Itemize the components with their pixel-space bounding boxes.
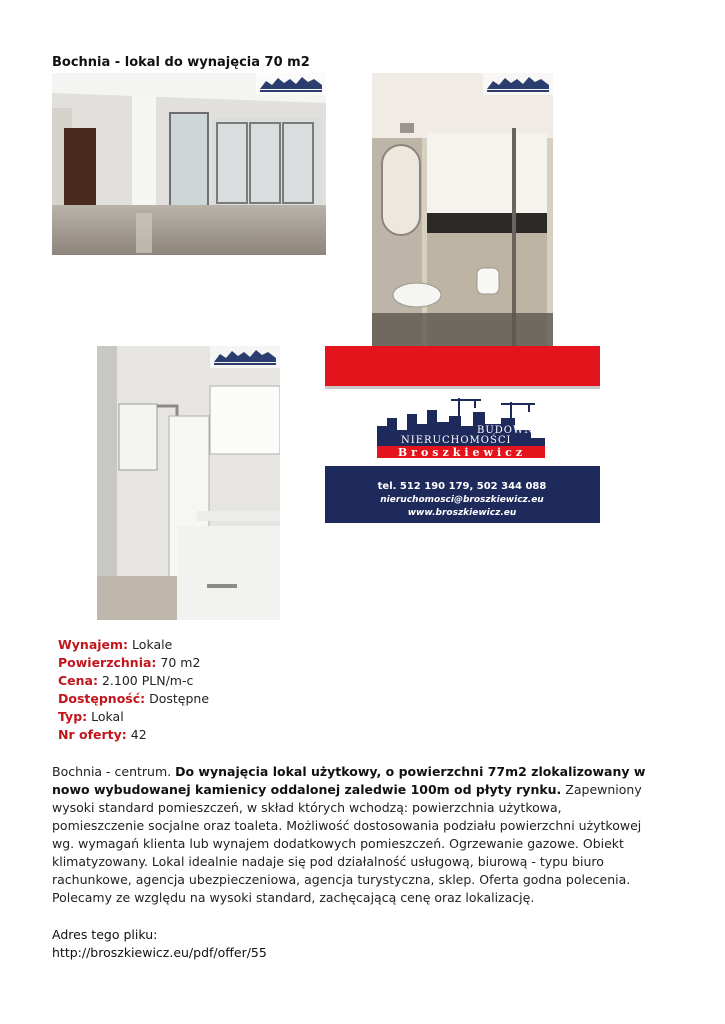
file-address	[52, 926, 267, 962]
page-title: Bochnia - lokal do wynajęcia 70 m2	[52, 55, 310, 70]
detail-label: Wynajem:	[58, 637, 129, 652]
detail-label: Typ:	[58, 709, 88, 724]
detail-row-nr-oferty	[58, 726, 209, 744]
address-label: Adres tego pliku:	[52, 927, 158, 942]
office-interior-photo	[52, 73, 326, 255]
watermark-logo	[483, 73, 553, 95]
address-url[interactable]: http://broszkiewicz.eu/pdf/offer/55	[52, 945, 267, 960]
offer-description	[52, 763, 652, 907]
detail-value: Dostępne	[149, 691, 210, 706]
detail-row-dostepnosc	[58, 690, 209, 708]
detail-row-powierzchnia	[58, 654, 209, 672]
detail-label: Dostępność:	[58, 691, 146, 706]
banner-www: www.broszkiewicz.eu	[407, 508, 517, 518]
detail-row-wynajem	[58, 636, 209, 654]
watermark-logo	[210, 346, 280, 368]
banner-line2: NIERUCHOMOŚCI	[401, 435, 512, 446]
detail-label: Nr oferty:	[58, 727, 127, 742]
detail-value: Lokale	[132, 637, 173, 652]
banner-email: nieruchomosci@broszkiewicz.eu	[380, 495, 544, 505]
banner-line1: BUDOWNICTWO	[477, 425, 576, 436]
company-banner-graphic	[325, 346, 600, 523]
watermark-logo	[256, 73, 326, 95]
description-highlight: Do wynajęcia lokal użytkowy, o powierzchni 77m2 zlokalizowany w nowo wybudowanej kamienicy oddalonej zaledwie 100m od płyty rynku.	[52, 764, 646, 797]
detail-label: Powierzchnia:	[58, 655, 157, 670]
description-intro: Bochnia - centrum.	[52, 764, 176, 779]
detail-value: 42	[130, 727, 147, 742]
detail-value: 2.100 PLN/m-c	[101, 673, 194, 688]
banner-tel: tel. 512 190 179, 502 344 088	[377, 481, 547, 492]
bathroom-illustration	[372, 73, 553, 346]
company-banner	[325, 346, 600, 523]
description-body: Zapewniony wysoki standard pomieszczeń, w skład których wchodzą: powierzchnia użytkowa, pomieszczenie socjalne oraz toaleta. Możliwość dostosowania podziału powierzchni użytkowej wg. wymagań klienta lub wynajem dodatkowych pomieszczeń. Ogrzewanie gazowe. Obiekt klimatyzowany. Lokal idealnie nadaje się pod działalność usługową, biurową - typu biuro rachunkowe, agencja ubezpieczeniowa, agencja turystyczna, sklep. Oferta godna polecenia. Polecamy ze względu na wysoki standard, zachęcającą cenę oraz lokalizację.	[52, 782, 642, 905]
bathroom-photo	[372, 73, 553, 346]
detail-label: Cena:	[58, 673, 98, 688]
detail-value: Lokal	[91, 709, 124, 724]
detail-row-cena	[58, 672, 209, 690]
offer-details	[58, 636, 209, 744]
banner-company: Broszkiewicz	[397, 446, 527, 459]
office-interior-illustration	[52, 73, 326, 255]
kitchenette-illustration	[97, 346, 280, 620]
detail-row-typ	[58, 708, 209, 726]
detail-value: 70 m2	[160, 655, 201, 670]
kitchenette-photo	[97, 346, 280, 620]
